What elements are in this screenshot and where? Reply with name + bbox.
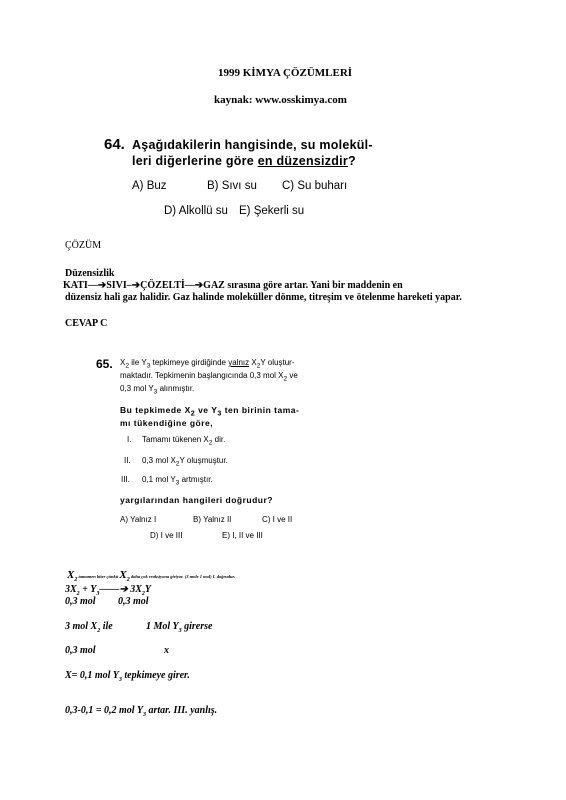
- eq-sub3: 2: [141, 591, 145, 597]
- q65-option-b: B) Yalnız II: [193, 515, 232, 524]
- q64-line1: Aşağıdakilerin hangisinde, su molekül-: [132, 138, 373, 152]
- solution-line-2: düzensiz hali gaz halidir. Gaz halinde moleküller dönme, titreşim ve ötelenme hareketi yapar.: [65, 292, 462, 303]
- q65-l1-sub1: 2: [125, 362, 130, 370]
- q65-roman-1-num: I.: [127, 435, 132, 444]
- q65-b1-b: ve Y: [195, 405, 218, 415]
- sol65-prop-a: 0,3 mol: [65, 645, 96, 656]
- sol65-note-x: X: [67, 569, 75, 581]
- q65-r2-a: 0,3 mol X: [142, 456, 176, 465]
- sol65-ratio-left: [65, 621, 113, 634]
- q65-roman-2-text: [142, 456, 228, 468]
- q65-r1-sub: 2: [208, 439, 213, 447]
- q65-l1-a: X: [120, 358, 126, 367]
- eq-d: Y: [144, 584, 151, 595]
- sol65-note-sub: 2: [74, 577, 78, 583]
- sol65-final: [65, 705, 217, 718]
- q65-b1-c: ten birinin tama-: [221, 405, 300, 415]
- q64-line2-underlined: en düzensizdir: [257, 154, 349, 168]
- q65-l1-c: tepkimeye girdiğinde: [150, 358, 229, 367]
- ratio-a: 3 mol X: [65, 621, 98, 632]
- q65-r2-sub: 2: [175, 460, 180, 468]
- eq-a: 3X: [65, 584, 77, 595]
- q65-r2-b: Y oluşmuştur.: [179, 456, 228, 465]
- q65-roman-3-num: III.: [121, 475, 130, 484]
- q65-l1-d: X: [249, 358, 257, 367]
- q65-l1-sub3: 2: [256, 362, 261, 370]
- sol65-initial-b: 0,3 mol: [118, 596, 149, 607]
- q65-line1: [120, 358, 294, 370]
- eq-b: + Y: [79, 584, 97, 595]
- q65-roman-2-num: II.: [124, 456, 131, 465]
- sol65-result: [65, 670, 190, 683]
- solution-line-1: KATI—➔SIVI–➔ÇÖZELTİ—➔GAZ sırasına göre artar. Yani bir maddenin en: [63, 280, 403, 291]
- q64-line2: [132, 154, 356, 168]
- q64-option-d: D) Alkollü su: [164, 205, 228, 217]
- sol65-ratio-right: [146, 621, 212, 634]
- q65-option-a: A) Yalnız I: [120, 515, 157, 524]
- q65-l1-sub2: 3: [146, 362, 151, 370]
- eq-c: ——➔ 3X: [99, 584, 142, 595]
- source-line: kaynak: www.osskimya.com: [214, 94, 347, 106]
- q65-bold-line1: [120, 405, 299, 418]
- sol65-note-sub2: 2: [126, 577, 130, 583]
- solution-label: Düzensizlik: [65, 268, 115, 279]
- q65-option-e: E) I, II ve III: [222, 531, 263, 540]
- fin-a: 0,3-0,1 = 0,2 mol Y: [65, 705, 144, 716]
- res-a: X= 0,1 mol Y: [65, 670, 119, 681]
- q65-l1-underlined: yalnız: [228, 358, 250, 367]
- q65-l2-a: maktadır. Tepkimenin başlangıcında 0,3 mol X: [120, 371, 284, 380]
- sol65-prop-b: x: [164, 645, 169, 656]
- ratio-sub2: 3: [178, 628, 182, 634]
- sol65-note-x2: X: [119, 569, 127, 581]
- q65-r3-sub: 3: [175, 479, 180, 487]
- res-sub: 3: [118, 677, 122, 683]
- q64-option-a: A) Buz: [132, 180, 167, 192]
- eq-sub1: 2: [76, 591, 80, 597]
- q65-option-d: D) I ve III: [150, 531, 183, 540]
- q64-option-e: E) Şekerli su: [239, 205, 305, 217]
- q65-roman-1-text: [142, 435, 225, 447]
- q65-number: 65.: [96, 357, 113, 371]
- q65-option-c: C) I ve II: [262, 515, 293, 524]
- q65-b1-a: Bu tepkimede X: [120, 405, 191, 415]
- fin-sub: 3: [143, 712, 147, 718]
- q64-number: 64.: [104, 136, 125, 153]
- sol65-note-text2: daha çok reaksiyona giriyor. (3 mole 1 mol) I. doğrudur.: [129, 574, 236, 579]
- q65-bold-line2: mı tükendiğine göre,: [120, 418, 214, 428]
- q65-r1-a: Tamamı tükenen X: [142, 435, 209, 444]
- q65-r1-b: dir.: [212, 435, 226, 444]
- q65-l1-e: Y oluştur-: [260, 358, 295, 367]
- q65-l3-b: alınmıştır.: [157, 384, 195, 393]
- ratio-b: ile: [100, 621, 113, 632]
- eq-sub2: 3: [96, 591, 100, 597]
- q65-b1-sub1: 2: [190, 409, 196, 418]
- q65-line2: [120, 371, 298, 383]
- q65-l2-b: ve: [287, 371, 298, 380]
- q65-l3-a: 0,3 mol Y: [120, 384, 154, 393]
- ratio-c: 1 Mol Y: [146, 621, 179, 632]
- q64-line2-pre: leri diğerlerine göre: [132, 154, 258, 168]
- q65-l3-sub: 3: [153, 388, 158, 396]
- solution-heading: ÇÖZÜM: [65, 240, 102, 251]
- ratio-sub: 2: [97, 628, 101, 634]
- res-b: tepkimeye girer.: [121, 670, 190, 681]
- q65-b1-sub2: 3: [217, 409, 222, 418]
- q65-roman-3-text: [142, 475, 213, 487]
- sol65-initial-a: 0,3 mol: [65, 596, 96, 607]
- answer-label: CEVAP C: [65, 318, 108, 329]
- ratio-d: girerse: [181, 621, 213, 632]
- q65-ask: yargılarından hangileri doğrudur?: [120, 495, 273, 505]
- q65-l1-b: ile Y: [129, 358, 147, 367]
- sol65-note: [67, 569, 235, 583]
- q65-l2-sub: 2: [283, 375, 288, 383]
- q65-line3: [120, 384, 194, 396]
- q64-option-c: C) Su buharı: [282, 180, 348, 192]
- page-title: 1999 KİMYA ÇÖZÜMLERİ: [218, 67, 353, 79]
- q65-r3-b: artmıştır.: [179, 475, 213, 484]
- q65-r3-a: 0,1 mol Y: [142, 475, 176, 484]
- q64-line2-post: ?: [348, 154, 356, 168]
- fin-b: artar. III. yanlış.: [146, 705, 218, 716]
- q64-option-b: B) Sıvı su: [207, 180, 257, 192]
- sol65-note-text1: tamamen biter çünkü: [77, 574, 120, 579]
